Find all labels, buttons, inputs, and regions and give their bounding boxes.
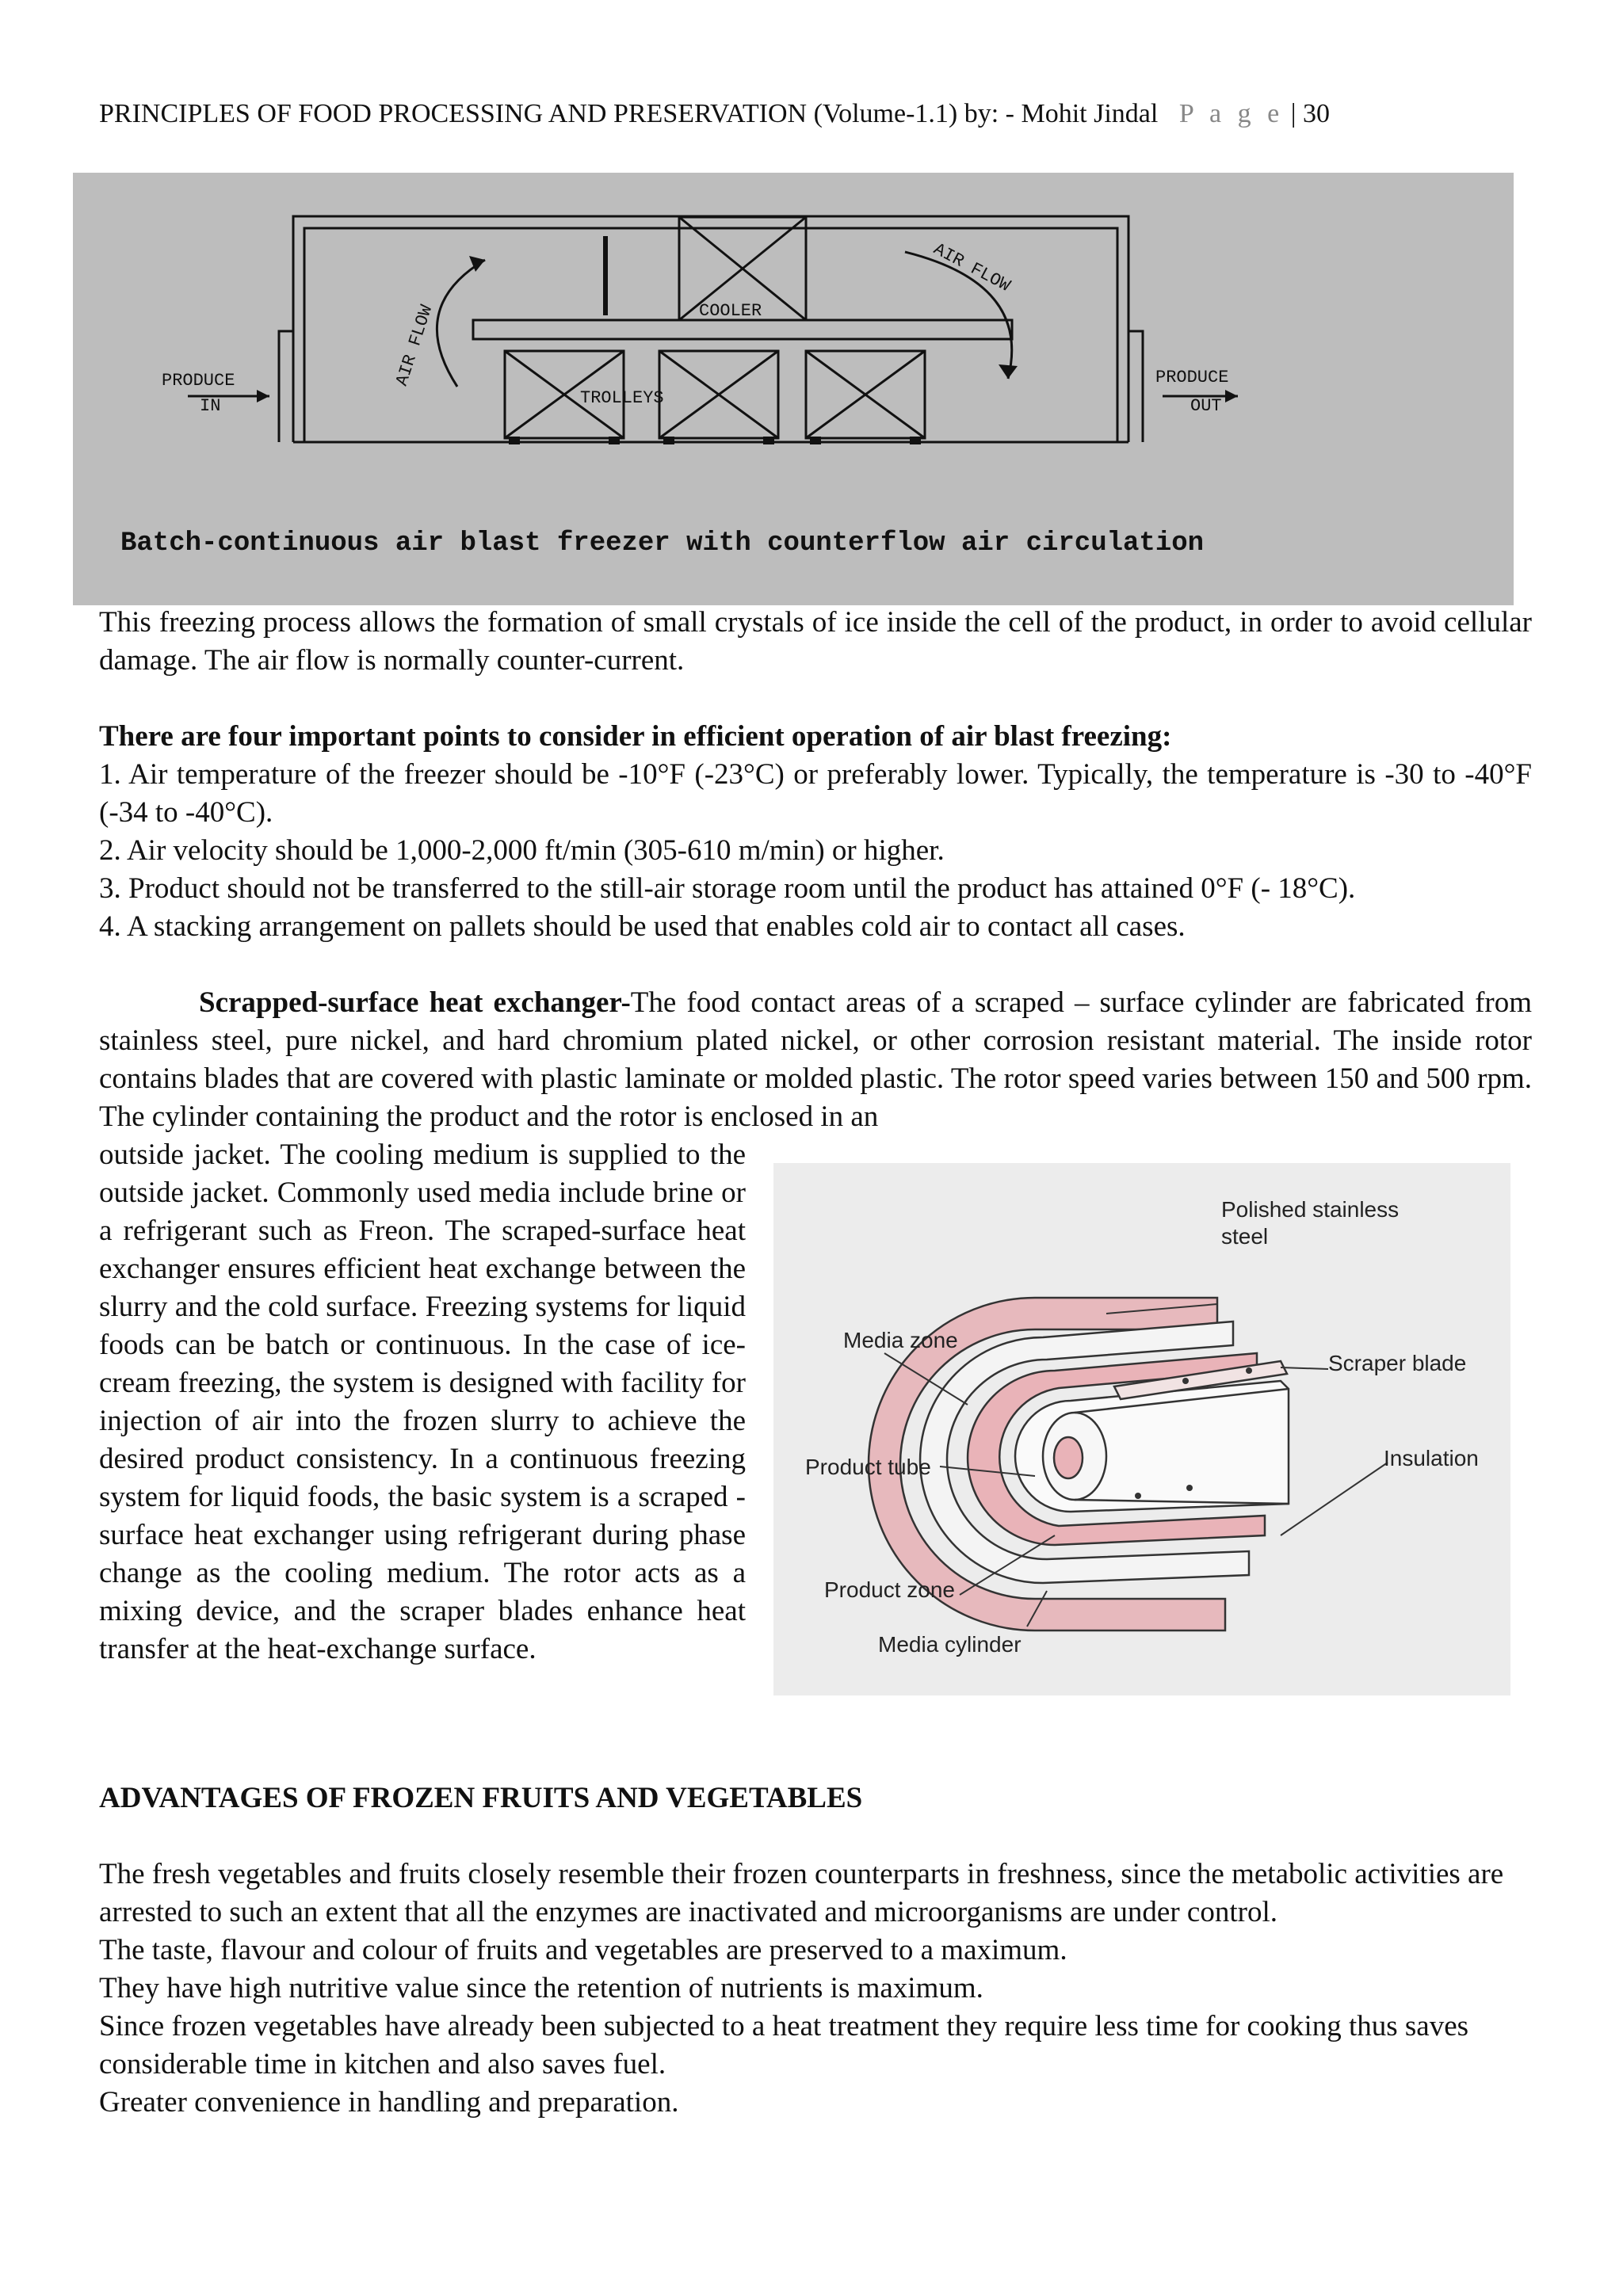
intro-paragraph [99, 604, 1532, 680]
advantage-item: The fresh vegetables and fruits closely resemble their frozen counterparts in freshness, since the metabolic activities are arrested to such an extent that all the enzymes are inactivated and microorganisms are under control. [99, 1858, 1504, 1928]
ssh-intro [99, 984, 1532, 1136]
scraper-blade-label: Scraper blade [1328, 1351, 1467, 1375]
page-header [99, 97, 1526, 132]
insulation-label: Insulation [1384, 1446, 1479, 1470]
polished-steel-label: Polished stainless [1221, 1197, 1400, 1222]
produce-in-label: PRODUCE [162, 371, 235, 391]
advantage-item: They have high nutritive value since the retention of nutrients is maximum. [99, 1972, 983, 2004]
cooler-label: COOLER [699, 301, 762, 321]
media-cylinder-label: Media cylinder [878, 1632, 1022, 1657]
four-points-section [99, 718, 1532, 946]
ssh-column [99, 1136, 746, 1669]
produce-out-label: PRODUCE [1155, 368, 1229, 387]
advantages-heading: ADVANTAGES OF FROZEN FRUITS AND VEGETABLES [99, 1782, 863, 1814]
point-item: 1. Air temperature of the freezer should be -10°F (-23°C) or preferably lower. Typically, the temperature is -30 to -40°F (-34 to -40°C). [99, 758, 1532, 829]
advantages-section [99, 1779, 1532, 2122]
trolleys-label: TROLLEYS [580, 388, 664, 408]
advantage-item: Since frozen vegetables have already been subjected to a heat treatment they require less time for cooking thus saves considerable time in kitchen and also saves fuel. [99, 2010, 1469, 2081]
air-flow-left-label: AIR FLOW [391, 302, 437, 389]
media-zone-label: Media zone [843, 1328, 958, 1352]
heat-exchanger-diagram [773, 1163, 1510, 1695]
produce-out-label-2: OUT [1190, 396, 1222, 416]
advantage-item: The taste, flavour and colour of fruits and vegetables are preserved to a maximum. [99, 1934, 1067, 1966]
produce-in-label-2: IN [200, 396, 221, 416]
point-item: 2. Air velocity should be 1,000-2,000 ft/min (305-610 m/min) or higher. [99, 834, 945, 867]
ssh-column-text: outside jacket. The cooling medium is supplied to the outside jacket. Commonly used media include brine or a refrigerant such as Freon. The scraped-surface heat exchanger ensures efficient heat exchange between the slurry and the cold surface. Freezing systems for liquid foods can be batch or continuous. In the case of ice-cream freezing, the system is designed with facility for injection of air into the frozen slurry to achieve the desired product consistency. In a continuous freezing system for liquid foods, the basic system is a scraped -surface heat exchanger using refrigerant during phase change as the cooling medium. The rotor acts as a mixing device, and the scraper blades enhance heat transfer at the heat-exchange surface. [99, 1138, 746, 1665]
point-item: 4. A stacking arrangement on pallets should be used that enables cold air to contact all cases. [99, 910, 1186, 943]
page-separator: | [1290, 99, 1296, 128]
freezer-diagram [73, 173, 1514, 605]
para-crystals: This freezing process allows the formation of small crystals of ice inside the cell of the product, in order to avoid cellular damage. The air flow is normally counter-current. [99, 606, 1532, 677]
air-blast-freezer-figure [73, 173, 1514, 605]
ssh-intro-text: The food contact areas of a scraped – surface cylinder are fabricated from stainless steel, pure nickel, and hard chromium plated nickel, or other corrosion resistant material. The inside rotor contains blades that are covered with plastic laminate or molded plastic. The rotor speed varies between 150 and 500 rpm. The cylinder containing the product and the rotor is enclosed in an [99, 986, 1532, 1133]
polished-steel-label-2: steel [1221, 1224, 1269, 1249]
freezer-caption: Batch-continuous air blast freezer with counterflow air circulation [120, 528, 1205, 559]
page-number: 30 [1303, 99, 1330, 128]
advantage-item: Greater convenience in handling and preparation. [99, 2086, 679, 2119]
air-flow-right-label: AIR FLOW [930, 239, 1014, 296]
four-points-heading: There are four important points to consider in efficient operation of air blast freezing: [99, 720, 1172, 753]
page-word: P a g e [1178, 99, 1285, 128]
point-item: 3. Product should not be transferred to the still-air storage room until the product has attained 0°F (- 18°C). [99, 872, 1356, 905]
ssh-term: Scrapped-surface heat exchanger- [199, 986, 631, 1019]
product-tube-label: Product tube [805, 1455, 931, 1479]
heat-exchanger-figure [773, 1163, 1510, 1695]
product-zone-label: Product zone [824, 1577, 955, 1602]
header-title: PRINCIPLES OF FOOD PROCESSING AND PRESERVATION (Volume-1.1) by: - Mohit Jindal [99, 99, 1159, 128]
